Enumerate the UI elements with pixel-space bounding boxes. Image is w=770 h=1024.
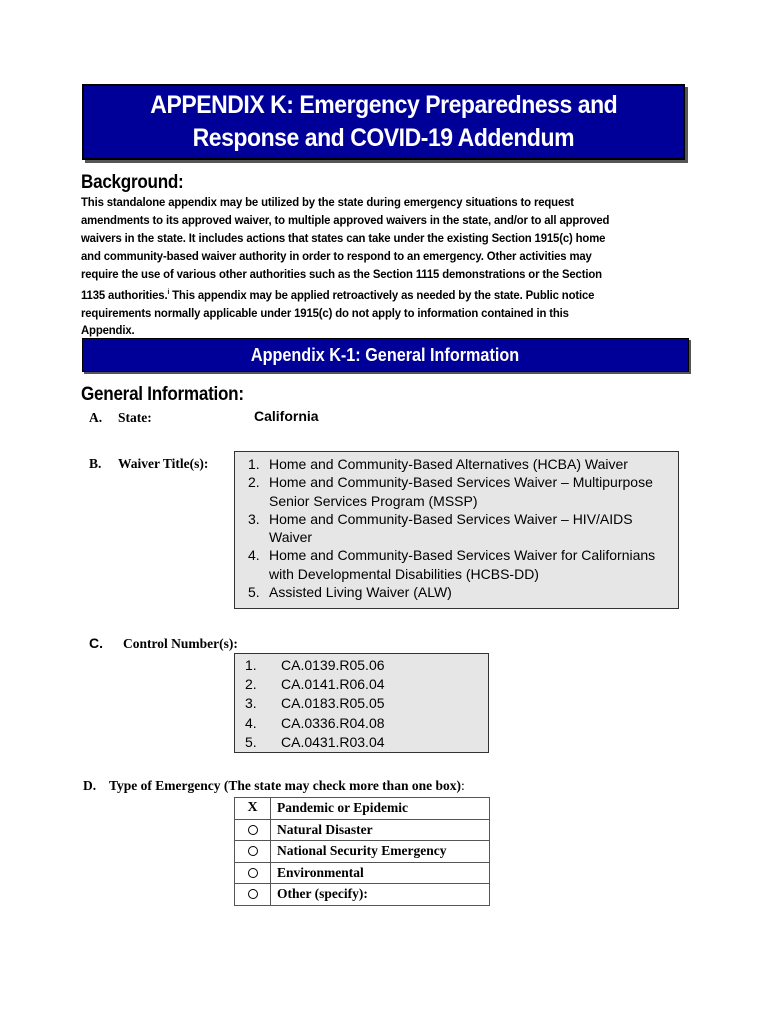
appendix-k1-title: Appendix K-1: General Information: [251, 344, 520, 365]
control-number-item: [245, 714, 385, 733]
control-numbers-letter: C.: [89, 635, 103, 651]
background-line-6: [81, 284, 667, 305]
waiver-item-number: 1.: [248, 456, 260, 472]
title-line-2: Response and COVID-19 Addendum: [192, 124, 575, 152]
waiver-item-text: [269, 473, 653, 510]
control-number-item: [245, 733, 385, 752]
emergency-option-checkbox[interactable]: [235, 798, 271, 820]
waiver-item-text: [269, 546, 655, 583]
background-line-6-rest: This appendix may be applied retroactively as needed by the state. Public notice: [169, 287, 595, 302]
emergency-option-row: [235, 798, 490, 820]
control-numbers-label: Control Number(s):: [123, 636, 238, 651]
appendix-k1-banner: [82, 338, 689, 372]
control-number-item: [245, 656, 385, 675]
background-line-2: amendments to its approved waiver, to multiple approved waivers in the state, and/or to all approved: [81, 212, 610, 227]
background-paragraph: [81, 194, 711, 340]
state-label: State:: [118, 410, 152, 425]
background-line-6-start: 1135 authorities.: [81, 287, 168, 302]
emergency-option-row: [235, 841, 490, 863]
emergency-option-label: Natural Disaster: [271, 819, 490, 841]
control-number-index: 3.: [245, 695, 257, 712]
emergency-type-label: [109, 778, 465, 794]
emergency-option-checkbox[interactable]: [235, 862, 271, 884]
control-number-index: 4.: [245, 714, 257, 731]
emergency-option-checkbox[interactable]: [235, 819, 271, 841]
waiver-item-line: Home and Community-Based Services Waiver – Multipurpose: [269, 474, 653, 491]
emergency-option-label: National Security Emergency: [271, 841, 490, 863]
background-line-1: This standalone appendix may be utilized by the state during emergency situations to request: [81, 195, 574, 209]
empty-circle-icon: [248, 889, 258, 899]
waiver-item-line: Waiver: [269, 529, 313, 546]
waiver-item-number: 5.: [248, 584, 260, 601]
waiver-item: [248, 510, 655, 547]
control-number-index: 2.: [245, 676, 257, 693]
waiver-item-number: 3.: [248, 510, 260, 527]
waiver-item-line: Home and Community-Based Services Waiver – HIV/AIDS: [269, 510, 633, 527]
control-number-value: CA.0336.R04.08: [281, 714, 385, 731]
emergency-option-label: Pandemic or Epidemic: [271, 798, 490, 820]
background-heading: Background:: [81, 172, 184, 193]
background-line-7: requirements normally applicable under 1915(c) do not apply to information contained in this: [81, 305, 569, 320]
waiver-titles-letter: B.: [89, 456, 102, 471]
footnote-marker[interactable]: i: [167, 288, 170, 296]
waiver-item: [248, 473, 655, 510]
background-line-3: waivers in the state. It includes actions that states can take under the existing Section 1915(c) home: [81, 230, 606, 245]
emergency-type-table: [234, 797, 490, 906]
background-line-4: and community-based waiver authority in order to respond to an emergency. Other activities may: [81, 248, 592, 263]
general-information-heading: General Information:: [81, 384, 244, 405]
appendix-title-banner: [82, 84, 685, 160]
emergency-option-row: [235, 862, 490, 884]
control-number-value: CA.0183.R05.05: [281, 695, 385, 712]
emergency-option-label: Environmental: [271, 862, 490, 884]
title-line-1: APPENDIX K: Emergency Preparedness and: [150, 91, 617, 119]
control-number-item: [245, 675, 385, 694]
waiver-item-text: Assisted Living Waiver (ALW): [269, 584, 452, 601]
control-numbers-list: [245, 656, 385, 752]
waiver-item: [248, 583, 655, 601]
emergency-option-checkbox[interactable]: [235, 841, 271, 863]
waiver-titles-label: Waiver Title(s):: [118, 456, 209, 471]
empty-circle-icon: [248, 846, 258, 856]
emergency-option-checkbox[interactable]: [235, 884, 271, 906]
control-number-value: CA.0141.R06.04: [281, 676, 385, 693]
control-number-index: 1.: [245, 657, 257, 673]
waiver-item-number: 4.: [248, 547, 260, 564]
waiver-item-line: Senior Services Program (MSSP): [269, 492, 478, 509]
control-number-item: [245, 694, 385, 713]
waiver-item: [248, 546, 655, 583]
empty-circle-icon: [248, 868, 258, 878]
control-number-value: CA.0431.R03.04: [281, 733, 385, 750]
emergency-type-colon: :: [460, 778, 465, 793]
emergency-option-label: Other (specify):: [271, 884, 490, 906]
state-letter: A.: [89, 410, 103, 425]
emergency-option-row: [235, 819, 490, 841]
waiver-item-line: Home and Community-Based Services Waiver for Californians: [269, 547, 656, 564]
waiver-item-text: [269, 510, 633, 547]
emergency-type-letter: D.: [83, 778, 97, 793]
control-number-index: 5.: [245, 733, 257, 750]
control-number-value: CA.0139.R05.06: [281, 657, 385, 673]
emergency-option-row: [235, 884, 490, 906]
background-line-5: require the use of various other authorities such as the Section 1115 demonstrations or the Section: [81, 266, 602, 281]
empty-circle-icon: [248, 825, 258, 835]
waiver-item-line: with Developmental Disabilities (HCBS-DD): [269, 565, 539, 582]
background-line-8: Appendix.: [81, 323, 135, 338]
waiver-item: [248, 455, 655, 473]
state-value: California: [254, 408, 319, 424]
check-mark: X: [247, 800, 258, 816]
waiver-item-text: Home and Community-Based Alternatives (HCBA) Waiver: [269, 456, 628, 472]
waiver-titles-list: [248, 455, 655, 601]
emergency-type-label-text: Type of Emergency (The state may check more than one box): [109, 778, 461, 793]
waiver-item-number: 2.: [248, 474, 260, 491]
